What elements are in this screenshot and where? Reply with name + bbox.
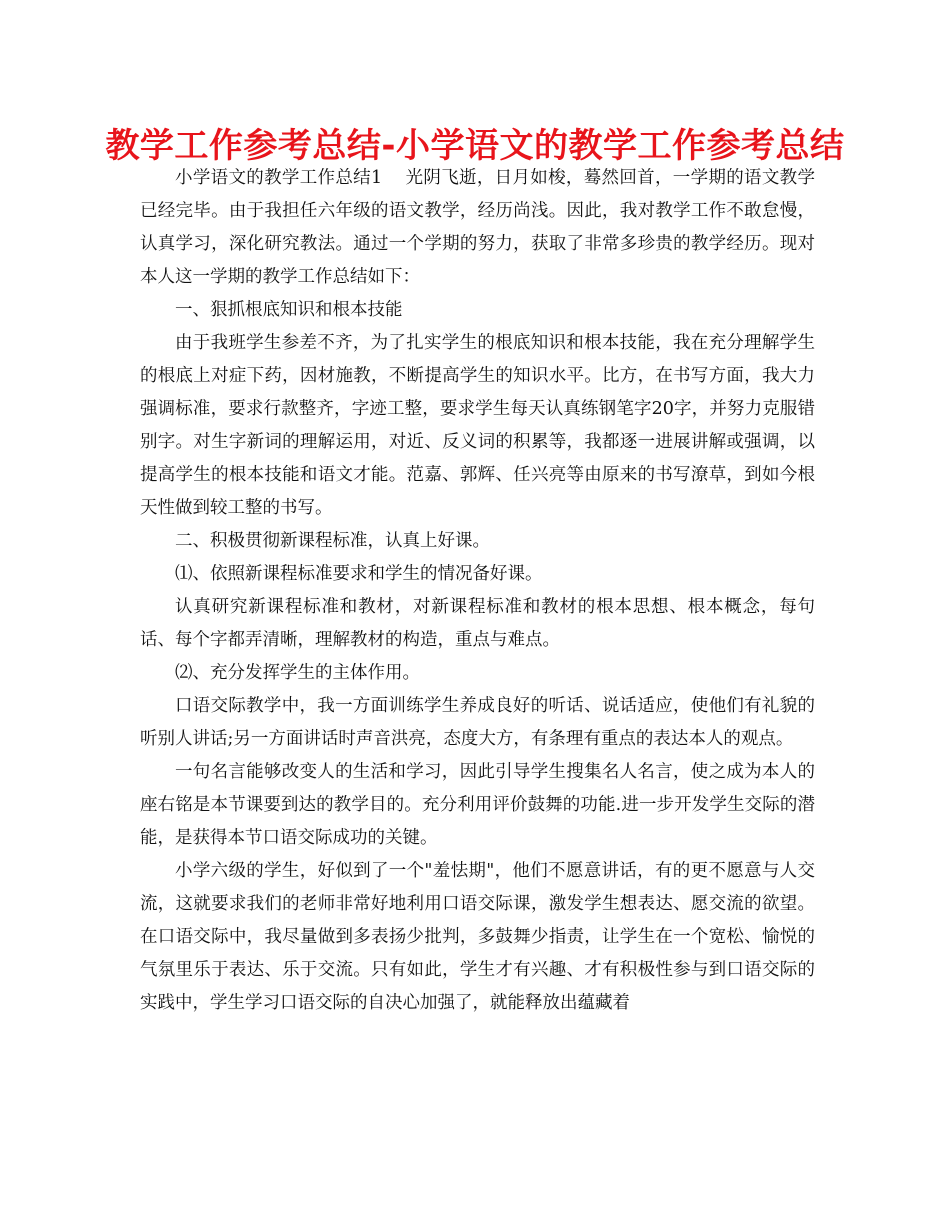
subheading-2: ⑵、充分发挥学生的主体作用。 (175, 663, 420, 683)
paragraph-curriculum: 认真研究新课程标准和教材，对新课程标准和教材的根本思想、根本概念，每句话、每个字都弄清晰，理解教材的构造，重点与难点。 (140, 597, 815, 650)
document-body (140, 162, 815, 1020)
paragraph-oral-communication: 口语交际教学中，我一方面训练学生养成良好的听话、说话适应，使他们有礼貌的听别人讲话;另一方面讲话时声音洪亮，态度大方，有条理有重点的表达本人的观点。 (140, 696, 815, 749)
paragraph-grade-six: 小学六级的学生，好似到了一个"羞怯期"，他们不愿意讲话，有的更不愿意与人交流，这就要求我们的老师非常好地利用口语交际课，激发学生想表达、愿交流的欲望。在口语交际中，我尽量做到多表扬少批判，多鼓舞少指责，让学生在一个宽松、愉悦的气氛里乐于表达、乐于交流。只有如此，学生才有兴趣、才有积极性参与到口语交际的实践中，学生学习口语交际的自决心加强了，就能释放出蕴藏着 (140, 861, 815, 1013)
document-title: 教学工作参考总结-小学语文的教学工作参考总结 (105, 126, 845, 166)
paragraph-basics: 由于我班学生参差不齐，为了扎实学生的根底知识和根本技能，我在充分理解学生的根底上对症下药，因材施教，不断提高学生的知识水平。比方，在书写方面，我大力强调标准，要求行款整齐，字迹工整，要求学生每天认真练钢笔字20字，并努力克服错别字。对生字新词的理解运用，对近、反义词的积累等，我都逐一进展讲解或强调，以提高学生的根本技能和语文才能。范嘉、郭辉、任兴亮等由原来的书写潦草，到如今根天性做到较工整的书写。 (140, 333, 815, 518)
paragraph-intro: 小学语文的教学工作总结1 光阴飞逝，日月如梭，蓦然回首，一学期的语文教学已经完毕。由于我担任六年级的语文教学，经历尚浅。因此，我对教学工作不敢怠慢，认真学习，深化研究教法。通过一个学期的努力，获取了非常多珍贵的教学经历。现对本人这一学期的教学工作总结如下： (140, 168, 815, 287)
subheading-1: ⑴、依照新课程标准要求和学生的情况备好课。 (175, 564, 543, 584)
section-heading-1: 一、狠抓根底知识和根本技能 (175, 300, 403, 320)
section-heading-2: 二、积极贯彻新课程标准，认真上好课。 (175, 531, 490, 551)
paragraph-famous-quotes: 一句名言能够改变人的生活和学习，因此引导学生搜集名人名言，使之成为本人的座右铭是本节课要到达的教学目的。充分利用评价鼓舞的功能.进一步开发学生交际的潜能，是获得本节口语交际成功的关键。 (140, 762, 815, 848)
